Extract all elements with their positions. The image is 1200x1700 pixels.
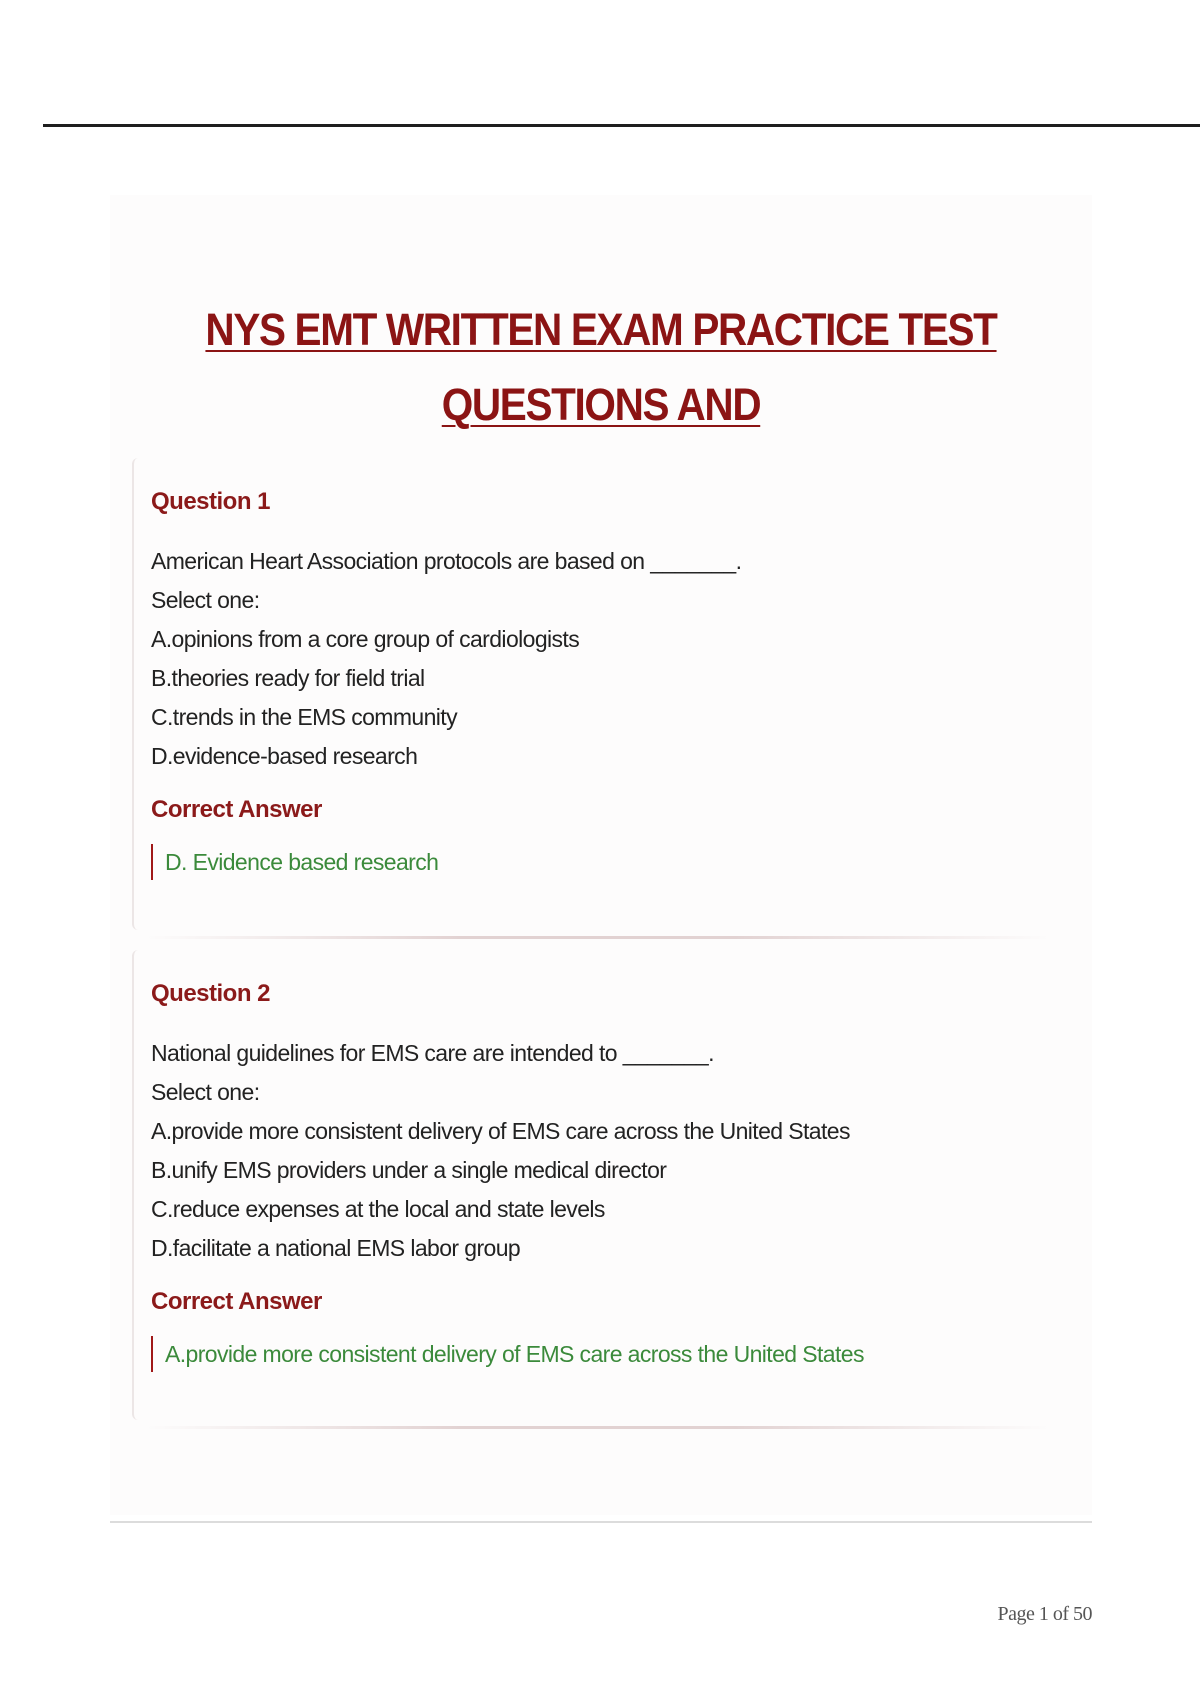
correct-answer-block [151, 842, 1054, 882]
correct-answer-text: A.provide more consistent delivery of EMS care across the United States [165, 1340, 864, 1367]
section-divider [145, 936, 1050, 939]
option-b: B.theories ready for field trial [151, 665, 425, 691]
option-c: C.trends in the EMS community [151, 704, 457, 730]
question-card-1 [132, 458, 1054, 930]
header-rule [43, 124, 1200, 127]
footer-rule [110, 1521, 1092, 1523]
option-c: C.reduce expenses at the local and state levels [151, 1196, 605, 1222]
option-d: D.evidence-based research [151, 743, 418, 769]
question-content [151, 542, 1054, 776]
question-prompt: National guidelines for EMS care are intended to _______. [151, 1040, 714, 1066]
section-divider [145, 1426, 1050, 1429]
option-b: B.unify EMS providers under a single medical director [151, 1157, 667, 1183]
correct-answer-block [151, 1334, 1054, 1374]
select-instruction: Select one: [151, 587, 260, 613]
question-content [151, 1034, 1054, 1268]
page-number: Page 1 of 50 [997, 1603, 1092, 1625]
correct-answer-label: Correct Answer [151, 796, 322, 823]
correct-answer-label: Correct Answer [151, 1288, 322, 1315]
question-label: Question 1 [151, 488, 271, 515]
select-instruction: Select one: [151, 1079, 260, 1105]
title-line-1: NYS EMT WRITTEN EXAM PRACTICE TEST QUESTIONS AND [205, 304, 997, 430]
answer-accent-bar [151, 844, 153, 880]
answer-accent-bar [151, 1336, 153, 1372]
question-label: Question 2 [151, 980, 271, 1007]
question-prompt: American Heart Association protocols are based on _______. [151, 548, 742, 574]
option-a: A.provide more consistent delivery of EMS care across the United States [151, 1118, 850, 1144]
correct-answer-text: D. Evidence based research [165, 848, 439, 875]
question-card-2 [132, 950, 1054, 1420]
option-a: A.opinions from a core group of cardiologists [151, 626, 580, 652]
option-d: D.facilitate a national EMS labor group [151, 1235, 521, 1261]
